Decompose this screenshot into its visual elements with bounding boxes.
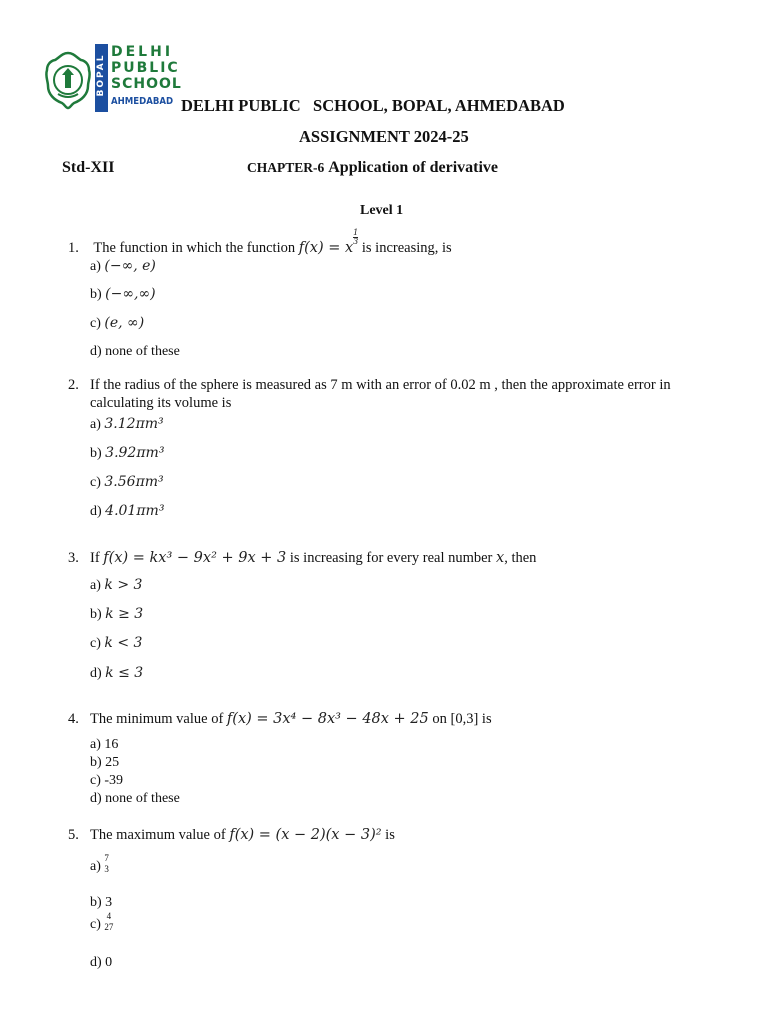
- chapter-title: Application of derivative: [328, 159, 499, 176]
- chapter-prefix: CHAPTER-6: [247, 160, 325, 175]
- question-math: f(x) = kx³ − 9x² + 9x + 3: [103, 550, 287, 566]
- question-text-mid: is increasing for every real number: [289, 550, 493, 566]
- option-math: (−∞,∞): [105, 286, 156, 302]
- option-math: 3.12πm³: [104, 416, 164, 432]
- option-label: c): [90, 475, 101, 490]
- option-a: [90, 416, 164, 433]
- question-text-after: on [0,3] is: [432, 711, 492, 727]
- question-math: f(x) = 3x⁴ − 8x³ − 48x + 25: [226, 711, 429, 727]
- question-5: [68, 827, 395, 844]
- fraction-numerator: 4: [106, 911, 112, 921]
- option-text: 25: [105, 755, 120, 770]
- question-1: [68, 229, 452, 257]
- option-label: d): [90, 955, 102, 970]
- question-3: [68, 550, 536, 567]
- question-number: 1.: [68, 240, 79, 256]
- option-label: b): [90, 446, 102, 461]
- question-number: 2.: [68, 377, 79, 393]
- option-math: 4.01πm³: [105, 503, 165, 519]
- question-2-line-2: calculating its volume is: [90, 395, 232, 411]
- question-text-line-1: If the radius of the sphere is measured as 7 m with an error of 0.02 m , then the approximate error in: [90, 377, 671, 393]
- option-text: -39: [104, 773, 124, 788]
- option-label: d): [90, 666, 102, 681]
- option-label: a): [90, 859, 101, 874]
- option-fraction: [104, 911, 113, 933]
- option-label: a): [90, 417, 101, 432]
- level-label: Level 1: [360, 203, 404, 218]
- option-b: [90, 755, 119, 771]
- option-label: d): [90, 504, 102, 519]
- option-label: c): [90, 316, 101, 331]
- option-c: [90, 773, 123, 789]
- option-math: k ≤ 3: [105, 665, 144, 681]
- option-label: d): [90, 791, 102, 806]
- exponent-numerator: 1: [353, 228, 359, 237]
- fraction-numerator: 7: [104, 853, 109, 863]
- option-label: b): [90, 895, 102, 910]
- question-number: 5.: [68, 827, 79, 843]
- option-d: [90, 955, 112, 971]
- option-label: a): [90, 259, 101, 274]
- option-math: 3.56πm³: [104, 474, 164, 490]
- question-text: The function in which the function: [93, 240, 296, 256]
- option-label: a): [90, 578, 101, 593]
- option-math: k > 3: [104, 577, 143, 593]
- option-math: 3.92πm³: [105, 445, 165, 461]
- school-title: DELHI PUBLIC SCHOOL, BOPAL, AHMEDABAD: [181, 96, 565, 115]
- option-math: k ≥ 3: [105, 606, 144, 622]
- option-c: [90, 635, 142, 652]
- question-math: f(x) = (x − 2)(x − 3)²: [229, 827, 382, 843]
- question-number: 3.: [68, 550, 79, 566]
- school-crest-icon: [44, 50, 92, 110]
- option-label: d): [90, 344, 102, 359]
- fraction-exponent: [353, 229, 358, 246]
- option-label: b): [90, 287, 102, 302]
- logo-name-line-3: SCHOOL: [111, 76, 182, 92]
- option-text: 3: [105, 895, 113, 910]
- option-b: [90, 286, 156, 303]
- question-4: [68, 711, 492, 728]
- question-number: 4.: [68, 711, 79, 727]
- option-text: 0: [105, 955, 113, 970]
- option-math: (−∞, e): [104, 258, 156, 274]
- option-a: [90, 853, 109, 875]
- logo-city: AHMEDABAD: [111, 96, 174, 107]
- question-text: The minimum value of: [90, 711, 224, 727]
- option-fraction: [104, 853, 109, 875]
- option-label: b): [90, 607, 102, 622]
- option-a: [90, 577, 142, 594]
- option-math: k < 3: [104, 635, 143, 651]
- assignment-title: ASSIGNMENT 2024-25: [299, 127, 469, 146]
- question-text-after: is increasing, is: [361, 240, 452, 256]
- option-d: [90, 791, 180, 807]
- option-d: [90, 665, 143, 682]
- option-d: [90, 344, 180, 360]
- option-text: none of these: [105, 344, 180, 359]
- function-expression: f(x) = x: [298, 240, 354, 256]
- option-a: [90, 258, 156, 275]
- option-label: a): [90, 737, 101, 752]
- question-2: [68, 377, 671, 394]
- option-c: [90, 911, 113, 933]
- option-label: c): [90, 773, 101, 788]
- question-math: [298, 228, 359, 256]
- option-b: [90, 895, 112, 911]
- option-a: [90, 737, 118, 753]
- option-c: [90, 315, 144, 332]
- option-label: c): [90, 636, 101, 651]
- fraction-denominator: 3: [104, 864, 109, 874]
- question-text: The maximum value of: [90, 827, 226, 843]
- option-b: [90, 606, 143, 623]
- logo-vertical-band: [95, 44, 108, 112]
- question-text: If: [90, 550, 100, 566]
- logo-vertical-text: BOPAL: [96, 53, 106, 97]
- logo-name-line-2: PUBLIC: [111, 60, 180, 76]
- question-text-after: , then: [504, 550, 537, 566]
- option-d: [90, 503, 164, 520]
- school-logo: [44, 44, 182, 114]
- option-text: 16: [104, 737, 119, 752]
- question-text-after: is: [385, 827, 395, 843]
- option-label: b): [90, 755, 102, 770]
- exponent-denominator: 3: [353, 237, 359, 246]
- chapter-heading: [247, 159, 498, 177]
- logo-name-line-1: DELHI: [111, 44, 174, 60]
- option-b: [90, 445, 164, 462]
- option-math: (e, ∞): [104, 315, 145, 331]
- fraction-denominator: 27: [104, 922, 114, 932]
- option-c: [90, 474, 164, 491]
- option-label: c): [90, 917, 101, 932]
- question-variable: x: [496, 550, 505, 566]
- std-label: Std-XII: [62, 159, 115, 176]
- option-text: none of these: [105, 791, 180, 806]
